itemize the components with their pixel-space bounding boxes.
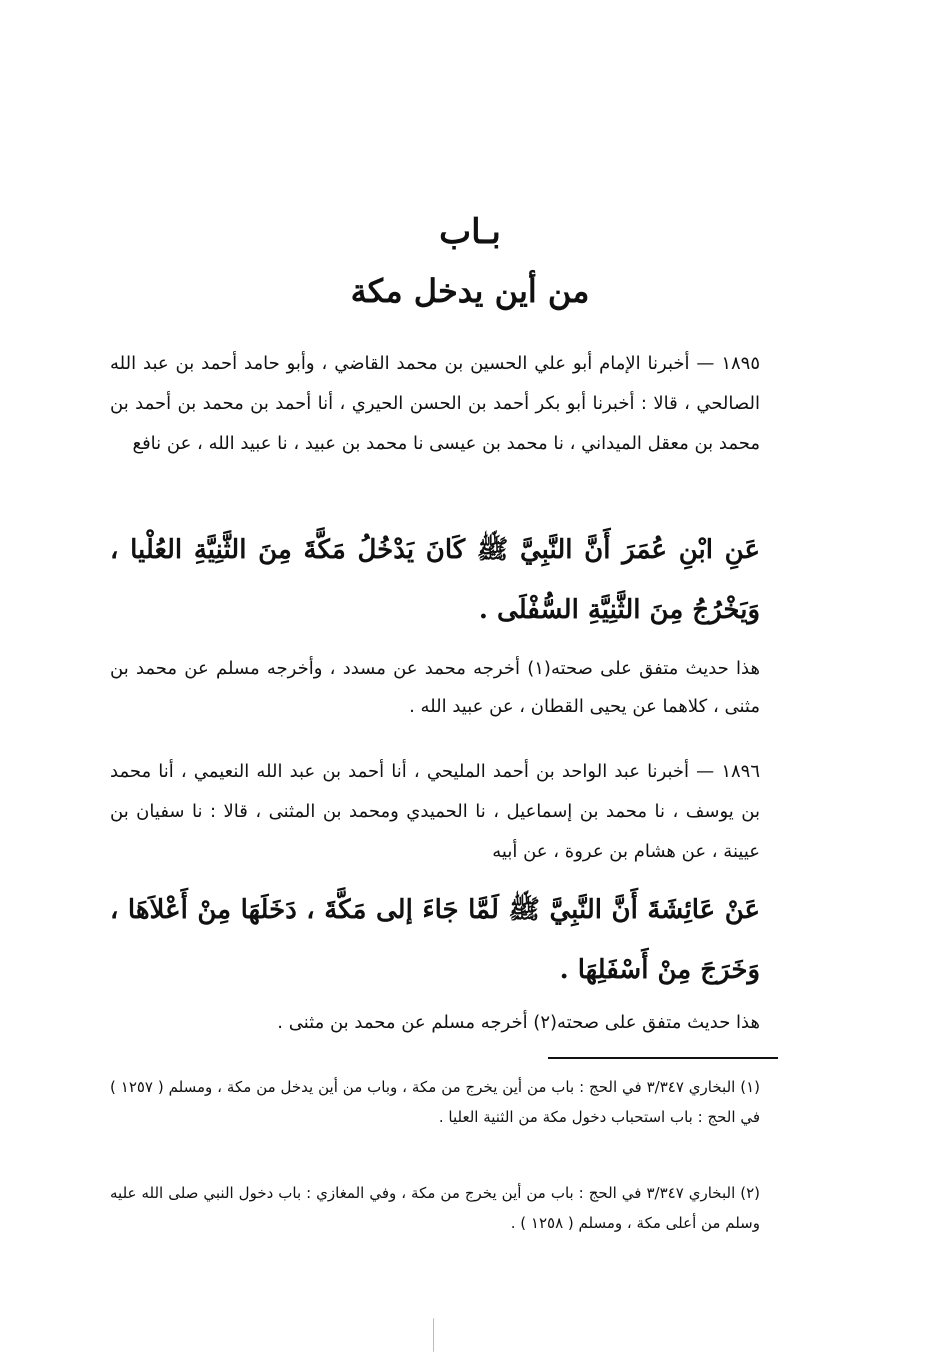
footnote-2: (٢) البخاري ٣/٣٤٧ في الحج : باب من أين يخرج من مكة ، وفي المغازي : باب دخول النبي صلى الله عليه وسلم من أعلى مكة ، ومسلم ( ١٢٥٨ ) . (110, 1184, 760, 1232)
chapter-heading: بـاب (439, 212, 501, 252)
hadith-1895-matn: عَنِ ابْنِ عُمَرَ أَنَّ النَّبِيَّ ﷺ كَانَ يَدْخُلُ مَكَّةَ مِنَ الثَّنِيَّةِ العُلْيا ، وَيَخْرُجُ مِنَ الثَّنِيَّةِ السُّفْلَى . (110, 535, 760, 625)
hadith-1896-matn: عَنْ عَائِشَةَ أَنَّ النَّبِيَّ ﷺ لَمَّا جَاءَ إلى مَكَّةَ ، دَخَلَهَا مِنْ أَعْلاَهَا ، وَخَرَجَ مِنْ أَسْفَلِهَا . (110, 895, 760, 985)
scan-mark (433, 1318, 436, 1352)
hadith-1896-isnad: ١٨٩٦ — أخبرنا عبد الواحد بن أحمد المليحي ، أنا أحمد بن عبد الله النعيمي ، أنا محمد بن يوسف ، نا محمد بن إسماعيل ، نا الحميدي ومحمد بن المثنى ، قالا : نا سفيان بن عيينة ، عن هشام بن عروة ، عن أبيه (110, 761, 760, 862)
hadith-1896-takhrij: هذا حديث متفق على صحته(٢) أخرجه مسلم عن محمد بن مثنى . (277, 1012, 760, 1033)
footnote-separator (548, 1057, 778, 1059)
footnote-1: (١) البخاري ٣/٣٤٧ في الحج : باب من أين يخرج من مكة ، وباب من أين يدخل من مكة ، ومسلم ( ١٢٥٧ ) في الحج : باب استحباب دخول مكة من الثنية العليا . (110, 1078, 760, 1126)
chapter-title: من أين يدخل مكة (350, 272, 590, 310)
hadith-1895-takhrij: هذا حديث متفق على صحته(١) أخرجه محمد عن مسدد ، وأخرجه مسلم عن محمد بن مثنى ، كلاهما عن يحيى القطان ، عن عبيد الله . (110, 658, 760, 717)
hadith-1895-isnad: ١٨٩٥ — أخبرنا الإمام أبو علي الحسين بن محمد القاضي ، وأبو حامد أحمد بن عبد الله الصالحي ، قالا : أخبرنا أبو بكر أحمد بن الحسن الحيري ، أنا أحمد بن محمد بن أحمد بن محمد بن معقل الميداني ، نا محمد بن عيسى نا محمد بن عبيد ، نا عبيد الله ، عن نافع (110, 353, 760, 454)
